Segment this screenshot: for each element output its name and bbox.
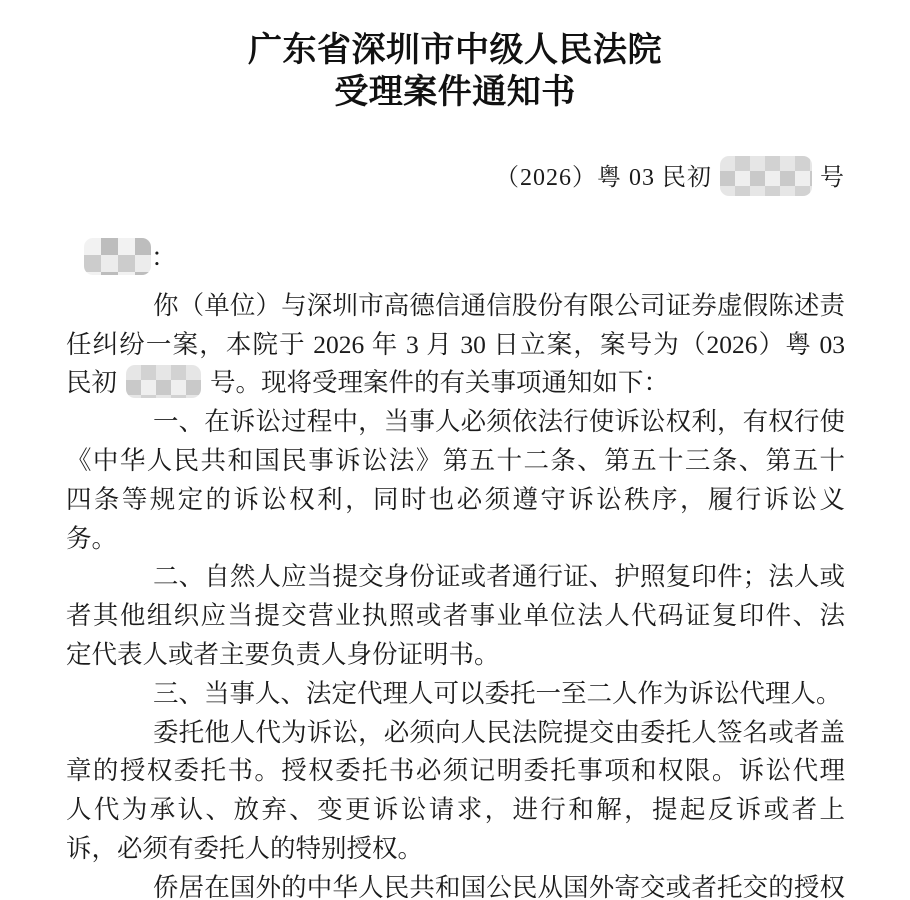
body-case-prefix: 民初 (66, 368, 118, 398)
body-line: 四条等规定的诉讼权利，同时也必须遵守诉讼秩序，履行诉讼义 (66, 484, 845, 514)
addressee-redaction-block (84, 238, 151, 275)
body-case-redaction-block (126, 365, 201, 398)
body-case-suffix: 号。现将受理案件的有关事项通知如下： (210, 368, 670, 398)
body-line: 者其他组织应当提交营业执照或者事业单位法人代码证复印件、法 (66, 601, 845, 631)
addressee-colon: ： (151, 243, 177, 272)
body-line: 定代表人或者主要负责人身份证明书。 (66, 639, 500, 669)
case-number-suffix: 号 (820, 165, 845, 191)
case-number-line (0, 156, 910, 198)
body-line: 章的授权委托书。授权委托书必须记明委托事项和权限。诉讼代理 (66, 756, 845, 786)
body-line: 任纠纷一案，本院于 2026 年 3 月 30 日立案，案号为（2026）粤 03 (66, 329, 845, 359)
court-name: 广东省深圳市中级人民法院 (248, 32, 662, 69)
body-line: 三、当事人、法定代理人可以委托一至二人作为诉讼代理人。 (153, 678, 842, 708)
body-line: 一、在诉讼过程中，当事人必须依法行使诉讼权利，有权行使 (153, 407, 845, 437)
case-number-prefix: （2026）粤 03 民初 (495, 165, 712, 191)
document-title: 受理案件通知书 (334, 74, 576, 111)
body-line: 你（单位）与深圳市高德信通信股份有限公司证券虚假陈述责 (153, 290, 845, 320)
body-line: 侨居在国外的中华人民共和国公民从国外寄交或者托交的授权 (153, 872, 845, 900)
document-body (0, 238, 910, 900)
body-line (66, 364, 845, 403)
case-number-redaction-block (720, 156, 812, 196)
body-line: 务。 (66, 523, 118, 553)
body-line: 《中华人民共和国民事诉讼法》第五十二条、第五十三条、第五十 (66, 445, 845, 475)
document-header (0, 0, 910, 114)
body-line: 二、自然人应当提交身份证或者通行证、护照复印件；法人或 (153, 562, 845, 592)
addressee-line (66, 238, 845, 277)
body-line: 诉，必须有委托人的特别授权。 (66, 833, 424, 863)
body-line: 人代为承认、放弃、变更诉讼请求，进行和解，提起反诉或者上 (66, 795, 845, 825)
body-line: 委托他人代为诉讼，必须向人民法院提交由委托人签名或者盖 (153, 717, 845, 747)
